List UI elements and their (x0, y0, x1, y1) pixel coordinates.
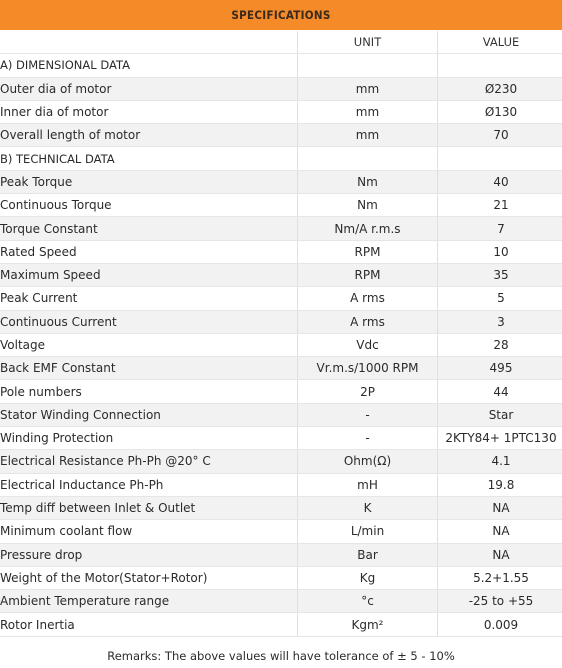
unit-cell: A rms (298, 287, 438, 310)
table-row (0, 194, 562, 217)
unit-column-header: UNIT (298, 31, 438, 54)
section-heading: A) DIMENSIONAL DATA (0, 54, 298, 77)
specifications-banner (0, 0, 562, 30)
value-cell: 35 (438, 263, 562, 286)
parameter-cell: Minimum coolant flow (0, 520, 298, 543)
table-row (0, 263, 562, 286)
table-row (0, 240, 562, 263)
specifications-body (0, 54, 562, 636)
value-cell: 21 (438, 194, 562, 217)
section-header-row (0, 147, 562, 170)
unit-cell: Vdc (298, 333, 438, 356)
unit-cell: Kg (298, 566, 438, 589)
table-row (0, 357, 562, 380)
table-row (0, 170, 562, 193)
parameter-cell: Pressure drop (0, 543, 298, 566)
unit-cell: mm (298, 100, 438, 123)
parameter-cell: Continuous Torque (0, 194, 298, 217)
unit-cell: RPM (298, 240, 438, 263)
parameter-cell: Torque Constant (0, 217, 298, 240)
value-cell: Ø130 (438, 100, 562, 123)
unit-cell: Nm/A r.m.s (298, 217, 438, 240)
unit-cell: RPM (298, 263, 438, 286)
section-value-cell (438, 54, 562, 77)
unit-cell: Nm (298, 194, 438, 217)
value-cell: Ø230 (438, 77, 562, 100)
parameter-cell: Stator Winding Connection (0, 403, 298, 426)
section-value-cell (438, 147, 562, 170)
table-row (0, 496, 562, 519)
value-cell: 5.2+1.55 (438, 566, 562, 589)
value-cell: 2KTY84+ 1PTC130 (438, 427, 562, 450)
value-column-header: VALUE (438, 31, 562, 54)
table-row (0, 403, 562, 426)
unit-cell: L/min (298, 520, 438, 543)
unit-cell: A rms (298, 310, 438, 333)
page-title: SPECIFICATIONS (231, 8, 331, 22)
table-row (0, 380, 562, 403)
unit-cell: 2P (298, 380, 438, 403)
remarks-note: Remarks: The above values will have tolerance of ± 5 - 10% (107, 649, 455, 663)
parameter-cell: Continuous Current (0, 310, 298, 333)
parameter-cell: Voltage (0, 333, 298, 356)
table-row (0, 77, 562, 100)
unit-cell: mH (298, 473, 438, 496)
unit-cell: - (298, 427, 438, 450)
unit-cell: Ohm(Ω) (298, 450, 438, 473)
parameter-cell: Electrical Resistance Ph-Ph @20° C (0, 450, 298, 473)
table-row (0, 427, 562, 450)
unit-cell: K (298, 496, 438, 519)
section-unit-cell (298, 54, 438, 77)
unit-cell: - (298, 403, 438, 426)
table-row (0, 124, 562, 147)
value-cell: 40 (438, 170, 562, 193)
table-row (0, 217, 562, 240)
value-cell: 3 (438, 310, 562, 333)
table-row (0, 100, 562, 123)
unit-cell: mm (298, 124, 438, 147)
value-cell: 495 (438, 357, 562, 380)
table-row (0, 520, 562, 543)
parameter-cell: Pole numbers (0, 380, 298, 403)
parameter-cell: Electrical Inductance Ph-Ph (0, 473, 298, 496)
parameter-cell: Overall length of motor (0, 124, 298, 147)
value-cell: 5 (438, 287, 562, 310)
parameter-cell: Rotor Inertia (0, 613, 298, 636)
value-cell: 70 (438, 124, 562, 147)
table-row (0, 613, 562, 636)
value-cell: NA (438, 496, 562, 519)
parameter-cell: Temp diff between Inlet & Outlet (0, 496, 298, 519)
value-cell: 44 (438, 380, 562, 403)
section-header-row (0, 54, 562, 77)
specifications-table (0, 31, 562, 637)
unit-cell: Vr.m.s/1000 RPM (298, 357, 438, 380)
table-row (0, 310, 562, 333)
value-cell: -25 to +55 (438, 590, 562, 613)
parameter-cell: Back EMF Constant (0, 357, 298, 380)
parameter-cell: Peak Current (0, 287, 298, 310)
unit-cell: Nm (298, 170, 438, 193)
parameter-cell: Weight of the Motor(Stator+Rotor) (0, 566, 298, 589)
section-heading: B) TECHNICAL DATA (0, 147, 298, 170)
unit-cell: mm (298, 77, 438, 100)
table-row (0, 333, 562, 356)
parameter-cell: Maximum Speed (0, 263, 298, 286)
value-cell: 7 (438, 217, 562, 240)
parameter-cell: Winding Protection (0, 427, 298, 450)
unit-cell: Kgm² (298, 613, 438, 636)
value-cell: 28 (438, 333, 562, 356)
table-header-row (0, 31, 562, 54)
value-cell: 19.8 (438, 473, 562, 496)
value-cell: 10 (438, 240, 562, 263)
table-row (0, 543, 562, 566)
section-unit-cell (298, 147, 438, 170)
parameter-cell: Peak Torque (0, 170, 298, 193)
parameter-cell: Outer dia of motor (0, 77, 298, 100)
table-row (0, 287, 562, 310)
parameter-cell: Rated Speed (0, 240, 298, 263)
unit-cell: Bar (298, 543, 438, 566)
value-cell: Star (438, 403, 562, 426)
parameter-column-header (0, 31, 298, 54)
value-cell: 4.1 (438, 450, 562, 473)
parameter-cell: Ambient Temperature range (0, 590, 298, 613)
table-row (0, 473, 562, 496)
table-row (0, 566, 562, 589)
value-cell: NA (438, 520, 562, 543)
value-cell: NA (438, 543, 562, 566)
unit-cell: °c (298, 590, 438, 613)
table-row (0, 590, 562, 613)
value-cell: 0.009 (438, 613, 562, 636)
table-row (0, 450, 562, 473)
parameter-cell: Inner dia of motor (0, 100, 298, 123)
